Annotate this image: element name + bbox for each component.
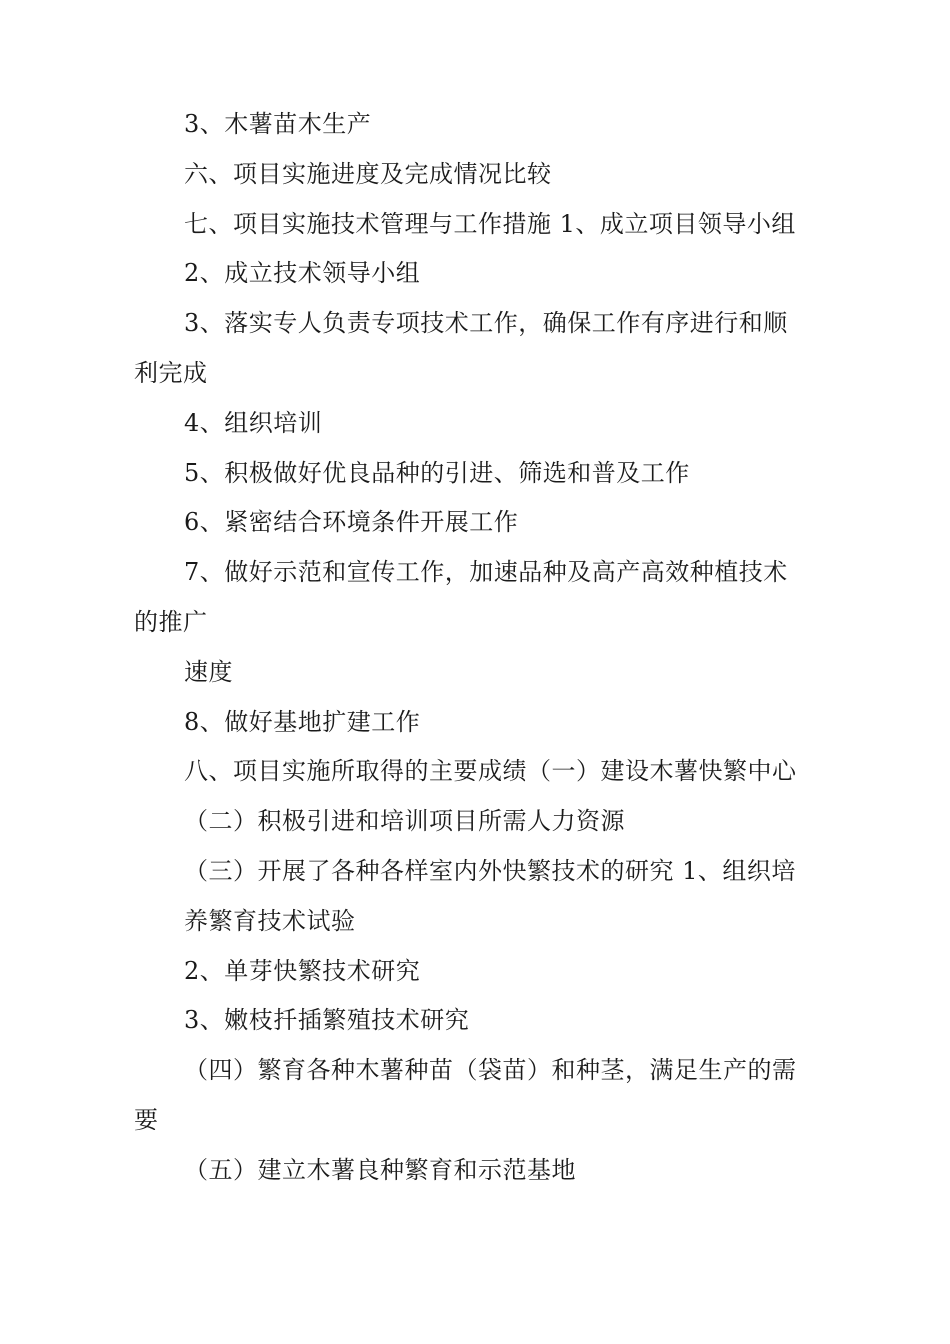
subsection-heading: （二）积极引进和培训项目所需人力资源 bbox=[184, 807, 625, 836]
text-line: 5、积极做好优良品种的引进、筛选和普及工作 bbox=[184, 458, 690, 487]
text-line: 4、组织培训 bbox=[184, 408, 323, 437]
text-line: 速度 bbox=[184, 657, 233, 686]
section-heading: 六、项目实施进度及完成情况比较 bbox=[184, 159, 552, 188]
section-heading: 八、项目实施所取得的主要成绩（一）建设木薯快繁中心 bbox=[184, 757, 797, 786]
document-body bbox=[134, 100, 834, 1196]
text-line-continuation: 利完成 bbox=[134, 358, 208, 387]
text-line-continuation: 的推广 bbox=[134, 607, 208, 636]
text-line: 3、木薯苗木生产 bbox=[184, 110, 372, 138]
subsection-heading: （三）开展了各种各样室内外快繁技术的研究 1、组织培 bbox=[184, 856, 796, 885]
text-line: 2、成立技术领导小组 bbox=[184, 259, 421, 288]
text-line: 2、单芽快繁技术研究 bbox=[184, 956, 421, 985]
text-line: 7、做好示范和宣传工作，加速品种及高产高效种植技术 bbox=[184, 558, 788, 587]
text-line: 6、紧密结合环境条件开展工作 bbox=[184, 508, 519, 537]
section-heading: 七、项目实施技术管理与工作措施 1、成立项目领导小组 bbox=[184, 209, 796, 238]
text-line-continuation: 要 bbox=[134, 1105, 159, 1134]
subsection-heading: （五）建立木薯良种繁育和示范基地 bbox=[184, 1155, 576, 1184]
text-line: 养繁育技术试验 bbox=[184, 906, 356, 935]
subsection-heading: （四）繁育各种木薯种苗（袋苗）和种茎，满足生产的需 bbox=[184, 1056, 797, 1085]
text-line: 3、落实专人负责专项技术工作，确保工作有序进行和顺 bbox=[184, 309, 788, 338]
text-line: 8、做好基地扩建工作 bbox=[184, 707, 421, 736]
text-line: 3、嫩枝扦插繁殖技术研究 bbox=[184, 1006, 470, 1035]
